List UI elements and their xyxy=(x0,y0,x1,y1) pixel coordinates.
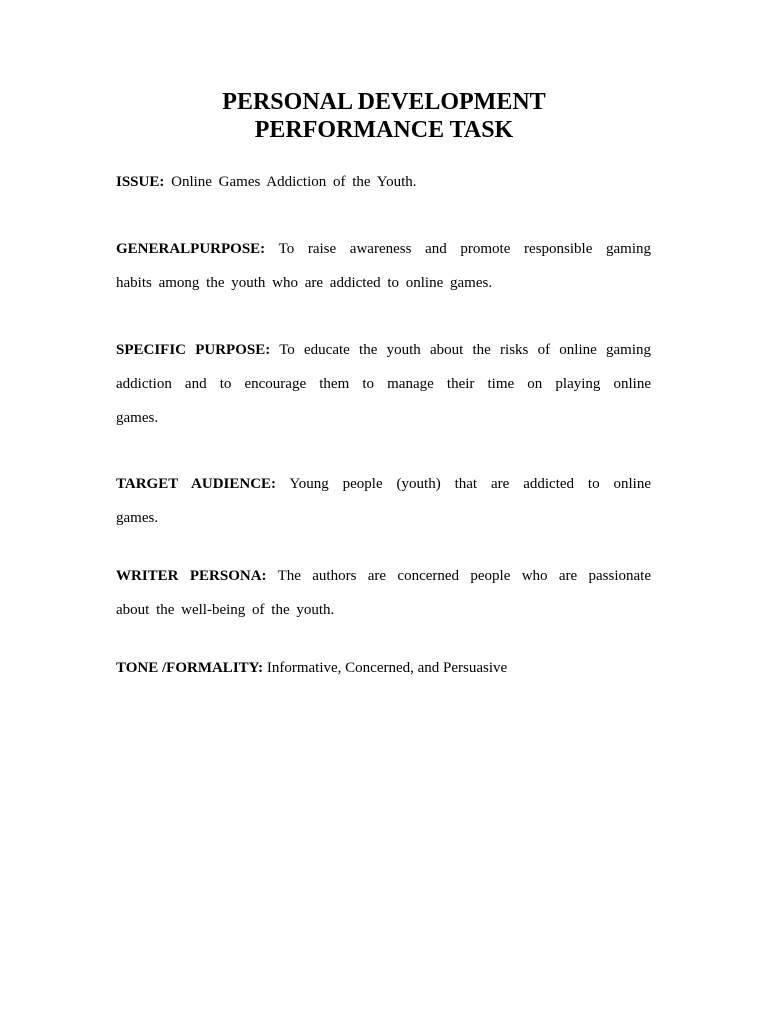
specific-purpose-label: SPECIFIC PURPOSE: xyxy=(116,342,271,358)
document-title-line-2: PERFORMANCE TASK xyxy=(254,117,514,143)
writer-persona-section xyxy=(116,566,651,620)
writer-persona-line-1: The authors are concerned people who are passionate xyxy=(277,568,652,584)
issue-section xyxy=(116,172,651,192)
specific-purpose-line-1: To educate the youth about the risks of online gaming xyxy=(279,342,652,358)
general-purpose-section xyxy=(116,239,651,293)
target-audience-label: TARGET AUDIENCE: xyxy=(116,476,277,492)
tone-formality-text: Informative, Concerned, and Persuasive xyxy=(266,660,508,676)
general-purpose-label: GENERALPURPOSE: xyxy=(116,241,266,257)
specific-purpose-line-2: addiction and to encourage them to manage their time on playing online xyxy=(116,376,651,392)
target-audience-line-1: Young people (youth) that are addicted to online xyxy=(289,476,651,492)
general-purpose-line-2: habits among the youth who are addicted to online games. xyxy=(116,275,493,291)
target-audience-section xyxy=(116,474,651,528)
issue-text: Online Games Addiction of the Youth. xyxy=(171,174,417,190)
specific-purpose-line-3: games. xyxy=(116,410,159,426)
writer-persona-label: WRITER PERSONA: xyxy=(116,568,267,584)
writer-persona-line-2: about the well-being of the youth. xyxy=(116,602,335,618)
tone-formality-label: TONE /FORMALITY: xyxy=(116,660,264,676)
specific-purpose-section xyxy=(116,340,651,428)
tone-formality-section xyxy=(116,658,651,678)
issue-label: ISSUE: xyxy=(116,174,165,190)
general-purpose-line-1: To raise awareness and promote responsible gaming xyxy=(278,241,651,257)
document-title-line-1: PERSONAL DEVELOPMENT xyxy=(222,89,546,115)
target-audience-line-2: games. xyxy=(116,510,159,526)
